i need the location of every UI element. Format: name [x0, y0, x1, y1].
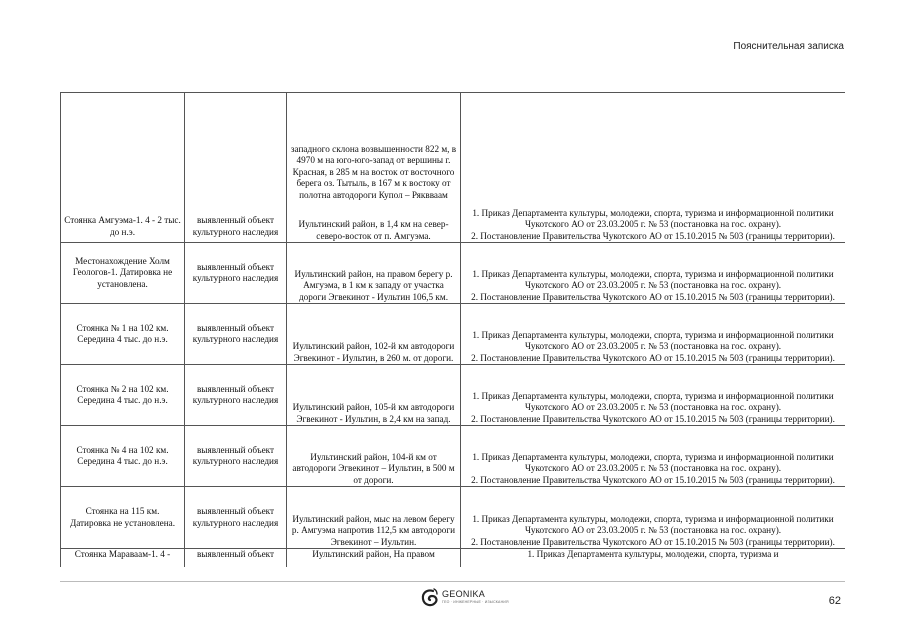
documents-cell [461, 426, 846, 487]
location-cell: Иультинский район, На правом [287, 549, 461, 568]
logo-subtitle: ГЕО · ИНЖЕНЕРНЫЕ · ИЗЫСКАНИЯ [442, 600, 509, 604]
documents-cell [461, 487, 846, 549]
object-type-cell: выявленный объект культурного наследия [185, 426, 287, 487]
table-row [61, 365, 846, 426]
document-decree: 2. Постановление Правительства Чукотского АО от 15.10.2015 № 503 (границы территории). [471, 413, 835, 424]
object-type-cell: выявленный объект культурного наследия [185, 487, 287, 549]
document-decree: 2. Постановление Правительства Чукотского АО от 15.10.2015 № 503 (границы территории). [471, 536, 835, 547]
table-row [61, 304, 846, 365]
location-cell: Иультинский район, 104-й км от автодороги Эгвекинот – Иультин, в 500 м от дороги. [287, 426, 461, 487]
table-row [61, 243, 846, 304]
object-name-cell: Стоянка Амгуэма-1. 4 - 2 тыс. до н.э. [61, 93, 185, 243]
document-order: 1. Приказ Департамента культуры, молодежи, спорта, туризма и информационной политики Чукотского АО от 23.03.2005 г. № 53 (постановка на гос. охрану). [472, 268, 834, 290]
geonika-swirl-icon [421, 588, 439, 608]
documents-cell [461, 243, 846, 304]
document-decree: 2. Постановление Правительства Чукотского АО от 15.10.2015 № 503 (границы территории). [471, 352, 835, 363]
location-cell: Иультинский район, 105-й км автодороги Эгвекинот - Иультин, в 2,4 км на запад. [287, 365, 461, 426]
documents-cell [461, 304, 846, 365]
object-name-cell: Стоянка на 115 км. Датировка не установлена. [61, 487, 185, 549]
document-order: 1. Приказ Департамента культуры, молодежи, спорта, туризма и информационной политики Чукотского АО от 23.03.2005 г. № 53 (постановка на гос. охрану). [472, 451, 834, 473]
document-order: 1. Приказ Департамента культуры, молодежи, спорта, туризма и [527, 549, 779, 559]
object-name-cell: Местонахождение Холм Геологов-1. Датировка не установлена. [61, 243, 185, 304]
table-row [61, 487, 846, 549]
documents-cell [461, 93, 846, 243]
location-cell [287, 93, 461, 243]
page-number: 62 [828, 595, 841, 607]
object-name-cell: Стоянка № 4 на 102 км. Середина 4 тыс. до н.э. [61, 426, 185, 487]
footer-divider [60, 581, 845, 582]
table-row [61, 549, 846, 568]
document-order: 1. Приказ Департамента культуры, молодежи, спорта, туризма и информационной политики Чукотского АО от 23.03.2005 г. № 53 (постановка на гос. охрану). [472, 207, 834, 229]
document-header-title: Пояснительная записка [733, 41, 844, 52]
object-type-cell: выявленный объект культурного наследия [185, 365, 287, 426]
object-name-cell: Стоянка № 1 на 102 км. Середина 4 тыс. до н.э. [61, 304, 185, 365]
object-type-cell: выявленный объект культурного наследия [185, 93, 287, 243]
object-name-cell: Стоянка № 2 на 102 км. Середина 4 тыс. до н.э. [61, 365, 185, 426]
object-type-cell: выявленный объект [185, 549, 287, 568]
location-cell: Иультинский район, на правом берегу р. Амгуэма, в 1 км к западу от участка дороги Эгвекинот - Иультин 106,5 км. [287, 243, 461, 304]
logo-text [442, 590, 509, 606]
logo-name: GEONIKA [442, 589, 486, 599]
heritage-table-container [60, 92, 845, 567]
table-row [61, 426, 846, 487]
document-decree: 2. Постановление Правительства Чукотского АО от 15.10.2015 № 503 (границы территории). [471, 474, 835, 485]
object-name-cell: Стоянка Мараваам-1. 4 - [61, 549, 185, 568]
documents-cell [461, 549, 846, 568]
location-text-continued: западного склона возвышенности 822 м, в 4970 м на юго-юго-запад от вершины г. Красная, в 285 м на восток от восточного берега оз. Тытыль, в 167 м к востоку от полотна автодороги Купол – Ряквваам [290, 143, 457, 200]
document-order: 1. Приказ Департамента культуры, молодежи, спорта, туризма и информационной политики Чукотского АО от 23.03.2005 г. № 53 (постановка на гос. охрану). [472, 329, 834, 351]
document-decree: 2. Постановление Правительства Чукотского АО от 15.10.2015 № 503 (границы территории). [471, 291, 835, 302]
document-decree: 2. Постановление Правительства Чукотского АО от 15.10.2015 № 503 (границы территории). [471, 230, 835, 241]
table-row [61, 93, 846, 243]
location-cell: Иультинский район, мыс на левом берегу р. Амгуэма напротив 112,5 км автодороги Эгвекинот – Иультин. [287, 487, 461, 549]
company-logo [421, 588, 509, 608]
documents-cell [461, 365, 846, 426]
location-text: Иультинский район, в 1,4 км на север-северо-восток от п. Амгуэма. [298, 219, 449, 241]
document-order: 1. Приказ Департамента культуры, молодежи, спорта, туризма и информационной политики Чукотского АО от 23.03.2005 г. № 53 (постановка на гос. охрану). [472, 390, 834, 412]
object-type-cell: выявленный объект культурного наследия [185, 304, 287, 365]
heritage-objects-table [60, 92, 845, 567]
document-order: 1. Приказ Департамента культуры, молодежи, спорта, туризма и информационной политики Чукотского АО от 23.03.2005 г. № 53 (постановка на гос. охрану). [472, 513, 834, 535]
location-cell: Иультинский район, 102-й км автодороги Эгвекинот - Иультин, в 260 м. от дороги. [287, 304, 461, 365]
object-type-cell: выявленный объект культурного наследия [185, 243, 287, 304]
